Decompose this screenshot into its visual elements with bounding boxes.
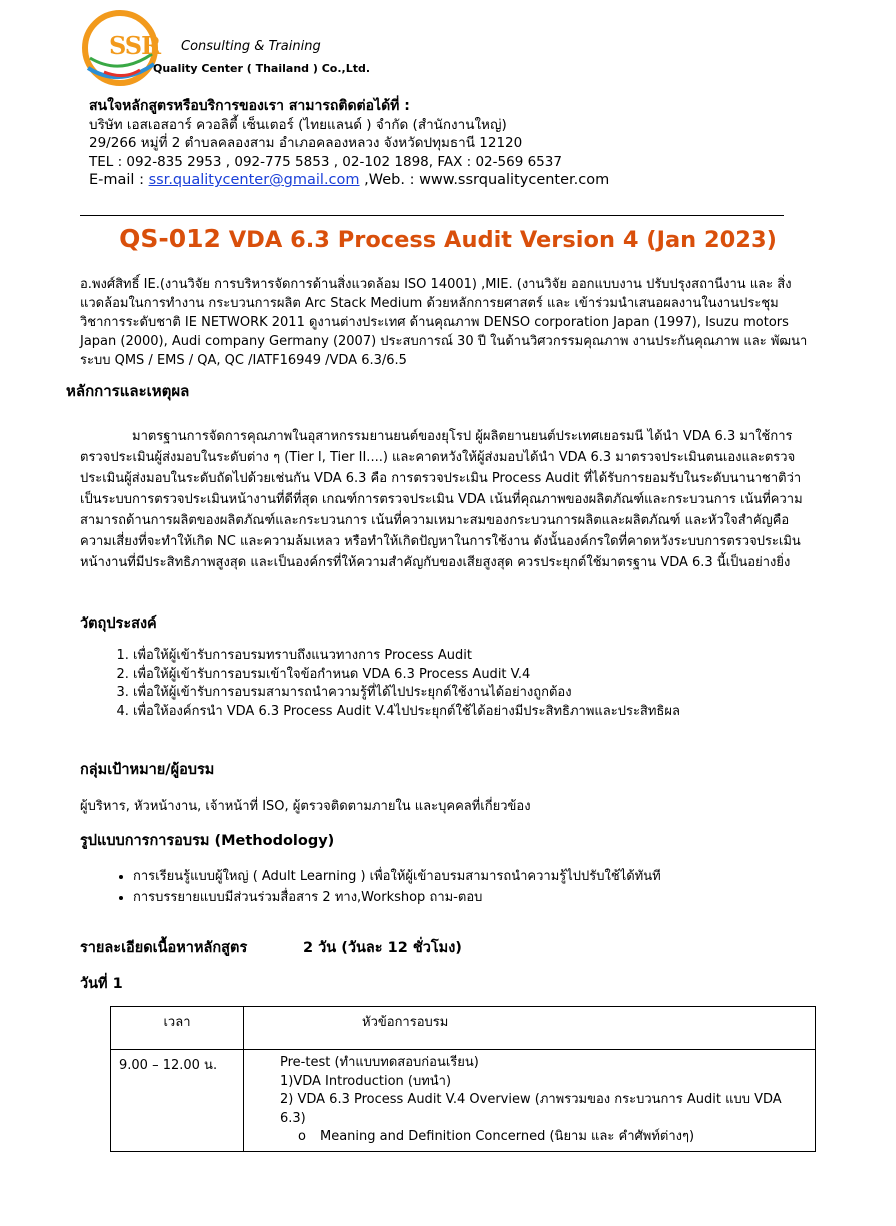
- instructor-bio: อ.พงศ์สิทธิ์ IE.(งานวิจัย การบริหารจัดการด้านสิ่งแวดล้อม ISO 14001) ,MIE. (งานวิจัย ออกแบบงาน ปรับปรุงสถานีงาน และ สิ่งแวดล้อมในการทำงาน กระบวนการผลิต Arc Stack Medium ด้วยหลักการยศาสตร์ และ เข้าร่วมนำเสนอผลงานในงานประชุมวิชาการระดับชาติ IE NETWORK 2011 ดูงานต่างประเทศ ด้านคุณภาพ DENSO corporation Japan (1997), Isuzu motors Japan (2000), Audi company Germany (2007) ประสบการณ์ 30 ปี ในด้านวิศวกรรมคุณภาพ งานประกันคุณภาพ และ พัฒนาระบบ QMS / EMS / QA, QC /IATF16949 /VDA 6.3/6.5: [80, 277, 808, 368]
- objectives-heading: วัตถุประสงค์: [80, 616, 157, 632]
- table-row: [111, 1050, 816, 1152]
- list-item: • การเรียนรู้แบบผู้ใหญ่ ( Adult Learning ) เพื่อให้ผู้เข้าอบรมสามารถนำความรู้ไปปรับใช้ได้ทันที: [133, 866, 661, 887]
- list-item: 4. เพื่อให้องค์กรนำ VDA 6.3 Process Audit V.4ไปประยุกต์ใช้ได้อย่างมีประสิทธิภาพและประสิทธิผล: [133, 703, 680, 722]
- methodology-heading: รูปแบบการการอบรม (Methodology): [80, 833, 335, 849]
- list-item: 2. เพื่อให้ผู้เข้ารับการอบรมเข้าใจข้อกำหนด VDA 6.3 Process Audit V.4: [133, 666, 680, 685]
- table-header-row: [111, 1007, 816, 1050]
- contact-block: [89, 97, 609, 190]
- email-link[interactable]: ssr.qualitycenter@gmail.com: [148, 172, 360, 188]
- topic-line: 2) VDA 6.3 Process Audit V.4 Overview (ภาพรวมของ กระบวนการ Audit แบบ VDA 6.3): [280, 1092, 782, 1126]
- principle-heading: หลักการและเหตุผล: [66, 382, 190, 400]
- circle-bullet-icon: o: [298, 1129, 306, 1144]
- contact-heading: สนใจหลักสูตรหรือบริการของเรา สามารถติดต่อได้ที่ :: [89, 98, 410, 114]
- list-item: 1. เพื่อให้ผู้เข้ารับการอบรมทราบถึงแนวทางการ Process Audit: [133, 647, 680, 666]
- target-heading: กลุ่มเป้าหมาย/ผู้อบรม: [80, 762, 215, 778]
- principle-body: มาตรฐานการจัดการคุณภาพในอุสาหกรรมยานยนต์ของยุโรป ผู้ผลิตยานยนต์ประเทศเยอรมนี ได้นำ VDA 6.3 มาใช้การตรวจประเมินผู้ส่งมอบในระดับต่าง ๆ (Tier I, Tier II....) และคาดหวังให้ผู้ส่งมอบได้นำ VDA 6.3 มาตรวจประเมินตนเองและตรวจประเมินผู้ส่งมอบในระดับถัดไปด้วยเช่นกัน VDA 6.3 คือ การตรวจประเมิน Process Audit ที่ได้รับการยอมรับในระดับนานาชาติว่าเป็นระบบการตรวจประเมินหน้างานที่ดีที่สุด เกณฑ์การตรวจประเมิน VDA เน้นที่คุณภาพของผลิตภัณฑ์และกระบวนการ เน้นที่ความสามารถด้านการผลิตของผลิตภัณฑ์และกระบวนการ เน้นที่ความเหมาะสมของกระบวนการผลิตและผลิตภัณฑ์ และหัวใจสำคัญคือความเสี่ยงที่จะทำให้เกิด NC และความล้มเหลว หรือทำให้เกิดปัญหาในการใช้งาน ดังนั้นองค์กรใดที่คาดหวังระบบการตรวจประเมินหน้างานที่มีประสิทธิภาพสูงสุด และเป็นองค์กรที่ให้ความสำคัญกับของเสียสูงสุด ควรประยุกต์ใช้มาตรฐาน VDA 6.3 นี้เป็นอย่างยิ่ง: [80, 429, 803, 570]
- contact-company: บริษัท เอสเอสอาร์ ควอลิตี้ เซ็นเตอร์ (ไทยแลนด์ ) จำกัด (สำนักงานใหญ่): [89, 116, 507, 133]
- details-label: รายละเอียดเนื้อหาหลักสูตร: [80, 940, 248, 956]
- header-topic: หัวข้อการอบรม: [244, 1007, 816, 1050]
- course-name: VDA 6.3 Process Audit Version 4 (Jan 2023): [220, 227, 777, 253]
- topic-subitem: [280, 1128, 805, 1147]
- logo-text: SSR: [109, 31, 161, 60]
- contact-phone: TEL : 092-835 2953 , 092-775 5853 , 02-102 1898, FAX : 02-569 6537: [89, 153, 562, 170]
- day-1-heading: วันที่ 1: [80, 976, 123, 992]
- details-duration: 2 วัน (วันละ 12 ชั่วโมง): [303, 940, 462, 956]
- course-code: QS-012: [119, 224, 221, 253]
- contact-address: 29/266 หมู่ที่ 2 ตำบลคลองสาม อำเภอคลองหลวง จังหวัดปทุมธานี 12120: [89, 135, 523, 151]
- principle-text: [80, 426, 820, 573]
- course-title: [0, 224, 896, 253]
- subitem-text: Meaning and Definition Concerned (นิยาม และ คำศัพท์ต่างๆ): [320, 1129, 695, 1144]
- web-label: ,Web. : www.ssrqualitycenter.com: [359, 172, 610, 188]
- company-tagline: Consulting & Training: [181, 39, 321, 54]
- schedule-table: [110, 1006, 816, 1152]
- target-text: ผู้บริหาร, หัวหน้างาน, เจ้าหน้าที่ ISO, ผู้ตรวจติดตามภายใน และบุคคลที่เกี่ยวข้อง: [80, 799, 531, 814]
- row-time: 9.00 – 12.00 น.: [111, 1050, 244, 1152]
- list-item: • การบรรยายแบบมีส่วนร่วมสื่อสาร 2 ทาง,Workshop ถาม-ตอบ: [133, 887, 661, 908]
- row-topics: [244, 1050, 816, 1152]
- topic-line: 1)VDA Introduction (บทนำ): [280, 1073, 452, 1089]
- header-divider: [80, 215, 784, 216]
- objectives-list: [80, 647, 680, 721]
- list-item: 3. เพื่อให้ผู้เข้ารับการอบรมสามารถนำความรู้ที่ได้ไปประยุกต์ใช้งานได้อย่างถูกต้อง: [133, 684, 680, 703]
- email-label: E-mail :: [89, 172, 149, 188]
- methodology-list: [80, 866, 661, 908]
- header-time: เวลา: [111, 1007, 244, 1050]
- contact-email-line: [89, 171, 609, 190]
- company-name: Quality Center ( Thailand ) Co.,Ltd.: [153, 62, 371, 75]
- topic-line: Pre-test (ทำแบบทดสอบก่อนเรียน): [280, 1055, 479, 1070]
